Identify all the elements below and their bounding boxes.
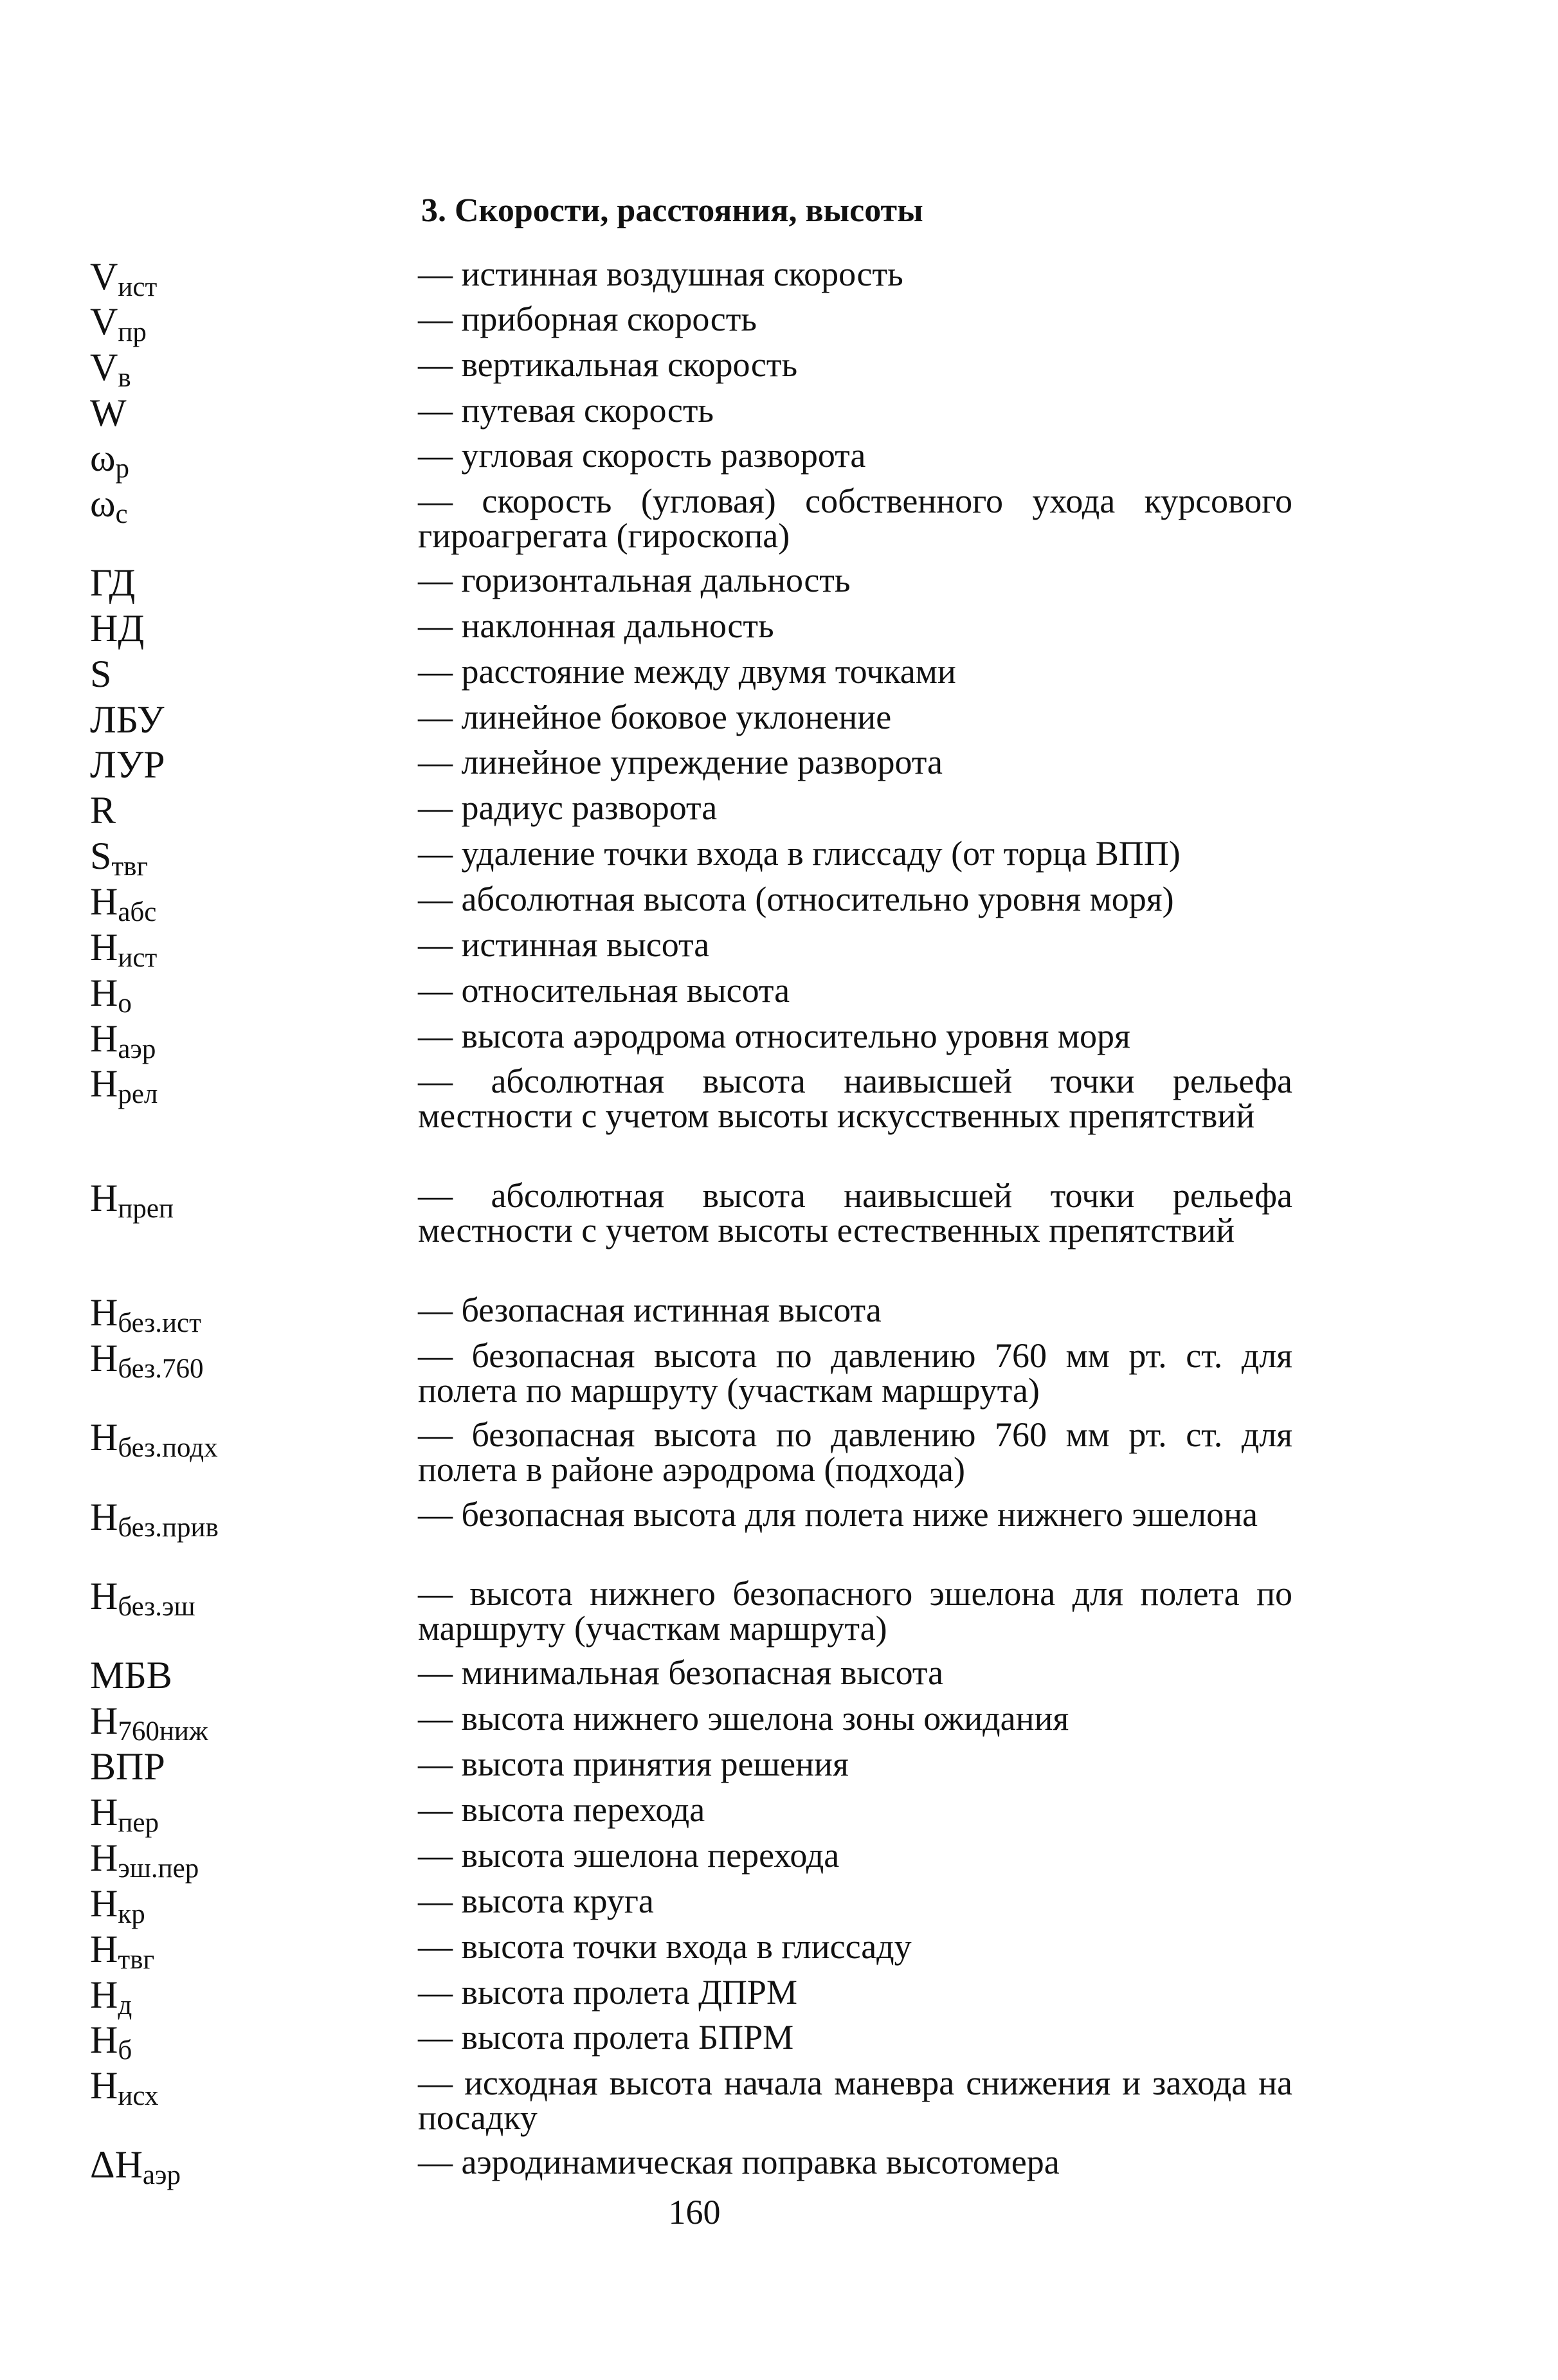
symbol-base: H <box>90 1575 118 1617</box>
symbol-base: H <box>90 972 118 1014</box>
symbol-subscript: без.подх <box>118 1433 218 1463</box>
symbol-base: H <box>90 1974 118 2016</box>
symbol-base: H <box>90 880 118 923</box>
entry-definition: — истинная воздушная скорость <box>418 255 903 293</box>
symbol-base: V <box>90 300 118 343</box>
entry-definition: — скорость (угловая) собственного ухода курсового гироагрегата (гироскопа) <box>418 482 1292 555</box>
symbol-subscript: без.760 <box>118 1354 204 1384</box>
entry-symbol <box>90 925 157 974</box>
entry-symbol <box>90 1653 172 1698</box>
symbol-base: H <box>90 1496 118 1538</box>
entry-definition: — высота принятия решения <box>418 1745 849 1783</box>
symbol-base: МБВ <box>90 1654 172 1696</box>
entry-symbol <box>90 2063 158 2112</box>
symbol-subscript: 760ниж <box>118 1716 208 1747</box>
entry-definition: — расстояние между двумя точками <box>418 652 956 691</box>
section-title: 3. Скорости, расстояния, высоты <box>421 192 923 229</box>
symbol-subscript: твг <box>111 851 149 882</box>
symbol-subscript: преп <box>118 1194 174 1224</box>
symbol-subscript: аэр <box>142 2160 181 2190</box>
symbol-base: W <box>90 392 127 434</box>
entry-symbol <box>90 299 147 349</box>
page-number: 160 <box>668 2193 721 2231</box>
symbol-base: H <box>90 926 118 968</box>
symbol-subscript: без.ист <box>118 1308 201 1338</box>
entry-definition: — исходная высота начала маневра снижения и захода на посадку <box>418 2064 1292 2137</box>
entry-definition: — абсолютная высота наивысшей точки рельефа местности с учетом высоты искусственных препятствий <box>418 1062 1292 1135</box>
entry-definition: — аэродинамическая поправка высотомера <box>418 2143 1060 2181</box>
entry-definition: — высота нижнего безопасного эшелона для полета по маршруту (участкам маршрута) <box>418 1574 1292 1648</box>
entry-definition: — высота точки входа в глиссаду <box>418 1927 912 1966</box>
entry-symbol <box>90 1927 154 1976</box>
entry-symbol <box>90 390 127 435</box>
symbol-base: R <box>90 789 116 831</box>
symbol-base: H <box>90 1337 118 1379</box>
entry-definition: — высота пролета ДПРМ <box>418 1973 797 2012</box>
entry-symbol <box>90 1016 156 1066</box>
entry-definition: — вертикальная скорость <box>418 345 798 384</box>
entry-symbol <box>90 697 165 742</box>
entry-definition: — линейное боковое уклонение <box>418 698 892 736</box>
symbol-base: H <box>90 1017 118 1060</box>
entry-symbol <box>90 2142 181 2192</box>
symbol-subscript: р <box>115 453 129 484</box>
entry-symbol <box>90 1744 165 1789</box>
symbol-base: НД <box>90 607 145 650</box>
entry-definition: — безопасная истинная высота <box>418 1291 882 1329</box>
entry-definition: — высота перехода <box>418 1790 705 1829</box>
symbol-base: V <box>90 255 118 298</box>
entry-symbol <box>90 481 128 531</box>
symbol-base: H <box>90 1291 118 1334</box>
symbol-subscript: в <box>118 363 131 393</box>
symbol-subscript: исх <box>118 2081 159 2111</box>
symbol-subscript: эш.пер <box>118 1853 199 1884</box>
entry-symbol <box>90 742 165 787</box>
symbol-base: ГД <box>90 561 136 604</box>
entry-definition: — высота нижнего эшелона зоны ожидания <box>418 1699 1069 1738</box>
symbol-base: H <box>90 1700 118 1742</box>
entry-symbol <box>90 1494 219 1544</box>
entry-symbol <box>90 788 116 833</box>
symbol-subscript: аэр <box>118 1034 156 1064</box>
entry-symbol <box>90 435 129 485</box>
entry-symbol <box>90 1790 159 1839</box>
entry-definition: — относительная высота <box>418 971 790 1010</box>
entry-definition: — высота аэродрома относительно уровня моря <box>418 1017 1130 1055</box>
entry-definition: — безопасная высота для полета ниже нижнего эшелона <box>418 1495 1258 1534</box>
entry-definition: — высота круга <box>418 1882 654 1920</box>
symbol-base: H <box>90 1882 118 1925</box>
symbol-base: ЛУР <box>90 743 165 786</box>
entry-symbol <box>90 1835 199 1885</box>
symbol-base: S <box>90 653 112 695</box>
symbol-subscript: б <box>118 2035 132 2066</box>
symbol-subscript: пр <box>118 317 147 347</box>
entry-symbol <box>90 970 132 1020</box>
entry-definition: — радиус разворота <box>418 788 718 827</box>
entry-symbol <box>90 1061 158 1111</box>
entry-symbol <box>90 1574 195 1623</box>
entry-definition: — истинная высота <box>418 925 710 964</box>
entry-definition: — абсолютная высота (относительно уровня моря) <box>418 880 1174 918</box>
entry-definition: — приборная скорость <box>418 300 757 338</box>
entry-symbol <box>90 833 148 883</box>
entry-symbol <box>90 1336 204 1385</box>
symbol-base: H <box>90 1791 118 1833</box>
entry-definition: — путевая скорость <box>418 391 714 430</box>
symbol-subscript: ист <box>118 943 158 973</box>
symbol-base: H <box>90 1416 118 1458</box>
entry-definition: — наклонная дальность <box>418 606 774 645</box>
entry-symbol <box>90 1290 201 1340</box>
entry-symbol <box>90 606 144 651</box>
symbol-base: S <box>90 835 112 877</box>
symbol-base: ω <box>90 482 116 525</box>
symbol-base: ВПР <box>90 1745 165 1788</box>
symbol-base: V <box>90 346 118 388</box>
entry-symbol <box>90 1881 145 1930</box>
symbol-base: H <box>90 2019 118 2061</box>
symbol-base: ΔH <box>90 2143 143 2186</box>
symbol-base: ω <box>90 437 116 479</box>
symbol-subscript: рел <box>118 1079 158 1109</box>
entry-definition: — высота эшелона перехода <box>418 1836 840 1875</box>
entry-symbol <box>90 879 156 929</box>
entry-definition: — угловая скорость разворота <box>418 436 866 475</box>
symbol-base: H <box>90 1177 118 1219</box>
symbol-subscript: ист <box>118 272 158 302</box>
entry-definition: — безопасная высота по давлению 760 мм рт. ст. для полета по маршруту (участкам маршрута) <box>418 1336 1292 1410</box>
symbol-subscript: пер <box>118 1808 159 1838</box>
entry-symbol <box>90 560 135 605</box>
entry-symbol <box>90 1415 218 1464</box>
entry-symbol <box>90 1698 208 1748</box>
symbol-subscript: без.эш <box>118 1592 195 1622</box>
symbol-base: ЛБУ <box>90 698 165 741</box>
entry-definition: — высота пролета БПРМ <box>418 2018 794 2057</box>
symbol-base: H <box>90 1928 118 1970</box>
entry-symbol <box>90 1972 132 2022</box>
symbol-subscript: кр <box>118 1899 145 1929</box>
symbol-subscript: о <box>118 988 132 1019</box>
symbol-base: H <box>90 1837 118 1879</box>
symbol-base: H <box>90 1062 118 1105</box>
entry-symbol <box>90 1176 174 1225</box>
entry-definition: — горизонтальная дальность <box>418 561 851 599</box>
entry-definition: — линейное упреждение разворота <box>418 743 943 781</box>
entry-definition: — удаление точки входа в глиссаду (от торца ВПП) <box>418 834 1181 873</box>
entry-symbol <box>90 345 131 394</box>
entry-definition: — безопасная высота по давлению 760 мм рт. ст. для полета в районе аэродрома (подхода) <box>418 1415 1292 1489</box>
symbol-base: H <box>90 2064 118 2107</box>
entry-symbol <box>90 2017 132 2067</box>
symbol-subscript: с <box>115 499 128 529</box>
entry-symbol <box>90 651 111 696</box>
entry-symbol <box>90 254 157 304</box>
symbol-subscript: абс <box>118 897 157 927</box>
symbol-subscript: твг <box>118 1945 155 1975</box>
entry-definition: — минимальная безопасная высота <box>418 1653 944 1692</box>
symbol-subscript: д <box>118 1990 132 2021</box>
symbol-subscript: без.прив <box>118 1512 219 1543</box>
entry-definition: — абсолютная высота наивысшей точки рельефа местности с учетом высоты естественных препятствий <box>418 1176 1292 1249</box>
